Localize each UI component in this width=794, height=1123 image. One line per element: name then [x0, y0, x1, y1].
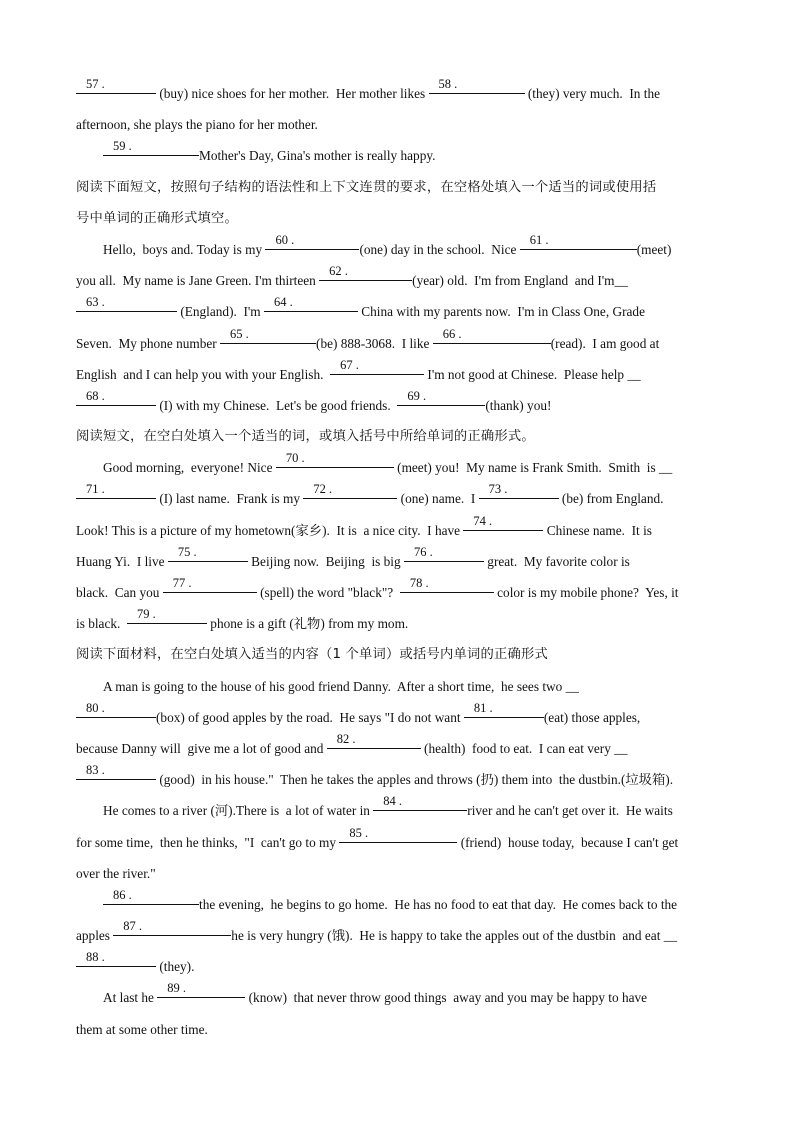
answer-blank[interactable] — [76, 948, 156, 967]
text-segment: Chinese name. It is — [543, 522, 652, 538]
section-instruction: 阅读下面材料，在空白处填入适当的内容（1 个单词）或括号内单词的正确形式 — [76, 647, 548, 663]
blank-number: 89 . — [167, 981, 187, 996]
text-segment: (be) from England. — [558, 491, 664, 507]
text-segment: At last he — [103, 990, 158, 1006]
text-line — [76, 109, 718, 140]
text-line — [76, 265, 718, 296]
answer-blank[interactable] — [303, 480, 397, 499]
blank-number: 71 . — [86, 482, 105, 497]
answer-blank[interactable] — [479, 480, 559, 499]
text-segment: Hello, boys and. Today is my — [103, 241, 266, 257]
blank-number: 57 . — [86, 77, 105, 91]
text-segment: you all. My name is Jane Green. I'm thirteen — [76, 273, 320, 289]
text-line — [76, 951, 718, 982]
text-segment: for some time, then he thinks, "I can't go to my — [76, 834, 340, 850]
blank-number: 60 . — [275, 232, 295, 247]
text-segment: (they). — [156, 959, 195, 975]
text-segment: (eat) those apples, — [543, 709, 641, 725]
text-segment: (meet) you! My name is Frank Smith. Smith is __ — [393, 460, 673, 476]
text-segment: great. My favorite color is — [483, 553, 630, 569]
text-segment: (be) 888-3068. I like — [316, 335, 433, 351]
text-line — [76, 608, 718, 639]
answer-blank[interactable] — [404, 543, 484, 562]
blank-number: 67 . — [340, 357, 359, 372]
answer-blank[interactable] — [429, 75, 525, 94]
section-instruction: 号中单词的正确形式填空。 — [76, 210, 238, 226]
text-line — [76, 858, 718, 889]
text-segment: (thank) you! — [485, 397, 552, 413]
blank-number: 68 . — [86, 388, 105, 403]
text-segment: (meet) — [636, 241, 672, 257]
text-segment: over the river." — [76, 865, 156, 881]
blank-number: 63 . — [86, 295, 105, 310]
text-segment: China with my parents now. I'm in Class One, Grade — [357, 304, 645, 320]
blank-number: 72 . — [313, 482, 333, 497]
text-line — [76, 483, 718, 514]
text-line — [76, 390, 718, 421]
text-line — [76, 452, 718, 483]
blank-number: 76 . — [413, 544, 433, 559]
answer-blank[interactable] — [103, 137, 199, 156]
text-line — [76, 359, 718, 390]
answer-blank[interactable] — [103, 886, 199, 905]
answer-blank[interactable] — [163, 574, 257, 593]
blank-number: 85 . — [349, 825, 369, 840]
text-segment: (one) name. I — [397, 491, 479, 507]
text-segment: (friend) house today, because I can't get — [457, 834, 679, 850]
answer-blank[interactable] — [113, 917, 231, 936]
text-line — [76, 764, 718, 795]
blank-number: 74 . — [473, 513, 493, 528]
text-segment: he is very hungry (饿). He is happy to take the apples out of the dustbin and eat __ — [231, 928, 678, 944]
answer-blank[interactable] — [157, 979, 245, 998]
text-line — [76, 982, 718, 1013]
text-segment: (one) day in the school. Nice — [359, 241, 520, 257]
text-segment: I'm not good at Chinese. Please help __ — [424, 366, 641, 382]
answer-blank[interactable] — [76, 761, 156, 780]
blank-number: 61 . — [529, 232, 549, 247]
text-line — [76, 827, 718, 858]
text-segment: Beijing now. Beijing is big — [247, 553, 404, 569]
text-segment: (good) in his house." Then he takes the apples and throws (扔) them into the dustbin.(垃圾箱). — [156, 772, 674, 788]
text-segment: phone is a gift (礼物) from my mom. — [206, 616, 409, 632]
text-segment: apples — [76, 928, 114, 944]
answer-blank[interactable] — [397, 387, 485, 406]
answer-blank[interactable] — [264, 293, 358, 312]
text-segment: (year) old. I'm from England and I'm__ — [412, 273, 628, 289]
text-segment: (England). I'm — [177, 304, 264, 320]
blank-number: 88 . — [86, 950, 105, 965]
blank-number: 87 . — [123, 919, 143, 934]
blank-number: 58 . — [438, 77, 458, 91]
text-segment: because Danny will give me a lot of good and — [76, 740, 327, 756]
answer-blank[interactable] — [464, 699, 544, 718]
text-line — [76, 733, 718, 764]
blank-number: 84 . — [383, 794, 403, 809]
text-segment: (buy) nice shoes for her mother. Her mother likes — [156, 86, 429, 101]
text-line — [76, 546, 718, 577]
answer-blank[interactable] — [520, 231, 637, 250]
section-instruction: 阅读短文，在空白处填入一个适当的词，或填入括号中所给单词的正确形式。 — [76, 429, 535, 445]
text-segment: English and I can help you with your English. — [76, 366, 331, 382]
text-segment: afternoon, she plays the piano for her mother. — [76, 117, 318, 133]
text-segment: is black. — [76, 616, 127, 632]
text-segment: Look! This is a picture of my hometown(家乡). It is a nice city. I have — [76, 522, 464, 538]
text-line — [76, 920, 718, 951]
answer-blank[interactable] — [276, 449, 394, 468]
answer-blank[interactable] — [330, 356, 424, 375]
blank-number: 83 . — [86, 763, 105, 778]
answer-blank[interactable] — [463, 512, 543, 531]
blank-number: 66 . — [442, 326, 462, 341]
blank-number: 70 . — [285, 451, 305, 466]
text-segment: (know) that never throw good things away and you may be happy to have — [245, 990, 648, 1006]
text-segment: Mother's Day, Gina's mother is really happy. — [199, 148, 436, 164]
blank-number: 81 . — [473, 700, 493, 715]
answer-blank[interactable] — [76, 387, 156, 406]
text-segment: the evening, he begins to go home. He has no food to eat that day. He comes back to the — [199, 896, 678, 912]
answer-blank[interactable] — [76, 699, 156, 718]
blank-number: 69 . — [407, 388, 427, 403]
text-line — [76, 795, 718, 826]
text-segment: (health) food to eat. I can eat very __ — [420, 740, 628, 756]
blank-number: 86 . — [113, 887, 132, 902]
text-line — [76, 78, 718, 109]
text-line — [76, 1014, 718, 1045]
worksheet-page — [76, 78, 718, 1045]
text-segment: (I) last name. Frank is my — [156, 491, 304, 507]
text-line — [76, 515, 718, 546]
blank-number: 59 . — [113, 139, 132, 154]
text-line — [76, 671, 718, 702]
text-segment: He comes to a river (河).There is a lot of water in — [103, 803, 374, 819]
blank-number: 64 . — [273, 295, 293, 310]
text-segment: (they) very much. In the — [524, 86, 661, 101]
answer-blank[interactable] — [339, 824, 457, 843]
text-line — [76, 234, 718, 265]
text-segment: (read). I am good at — [550, 335, 660, 351]
answer-blank[interactable] — [327, 730, 421, 749]
blank-number: 78 . — [409, 576, 429, 590]
blank-number: 73 . — [488, 482, 508, 497]
text-line — [76, 328, 718, 359]
blank-number: 62 . — [329, 264, 348, 279]
answer-blank[interactable] — [265, 231, 359, 250]
answer-blank[interactable] — [127, 605, 207, 624]
text-segment: (I) with my Chinese. Let's be good friends. — [156, 397, 398, 413]
answer-blank[interactable] — [76, 480, 156, 499]
text-segment: them at some other time. — [76, 1021, 208, 1037]
section-instruction: 阅读下面短文，按照句子结构的语法性和上下文连贯的要求，在空格处填入一个适当的词或使用括 — [76, 179, 657, 195]
answer-blank[interactable] — [319, 262, 412, 281]
text-line — [76, 889, 718, 920]
text-segment: black. Can you — [76, 585, 163, 600]
text-segment: color is my mobile phone? Yes, it — [493, 585, 679, 600]
answer-blank[interactable] — [433, 325, 551, 344]
text-segment: (spell) the word "black"? — [256, 585, 400, 600]
blank-number: 79 . — [136, 607, 156, 622]
text-segment: Good morning, everyone! Nice — [103, 460, 276, 476]
text-line — [76, 140, 718, 171]
blank-number: 77 . — [172, 576, 192, 590]
answer-blank[interactable] — [400, 574, 494, 593]
answer-blank[interactable] — [373, 792, 467, 811]
answer-blank[interactable] — [76, 75, 156, 94]
text-line — [76, 702, 718, 733]
answer-blank[interactable] — [168, 543, 248, 562]
blank-number: 65 . — [230, 326, 249, 341]
text-segment: Huang Yi. I live — [76, 553, 168, 569]
answer-blank[interactable] — [220, 325, 316, 344]
text-line — [76, 296, 718, 327]
text-line — [76, 577, 718, 608]
blank-number: 75 . — [177, 544, 197, 559]
blank-number: 82 . — [336, 731, 356, 746]
text-segment: Seven. My phone number — [76, 335, 221, 351]
text-segment: (box) of good apples by the road. He says "I do not want — [156, 709, 464, 725]
text-segment: A man is going to the house of his good friend Danny. After a short time, he sees two __ — [103, 678, 579, 694]
blank-number: 80 . — [86, 700, 105, 715]
text-segment: river and he can't get over it. He waits — [467, 803, 673, 819]
answer-blank[interactable] — [76, 293, 177, 312]
